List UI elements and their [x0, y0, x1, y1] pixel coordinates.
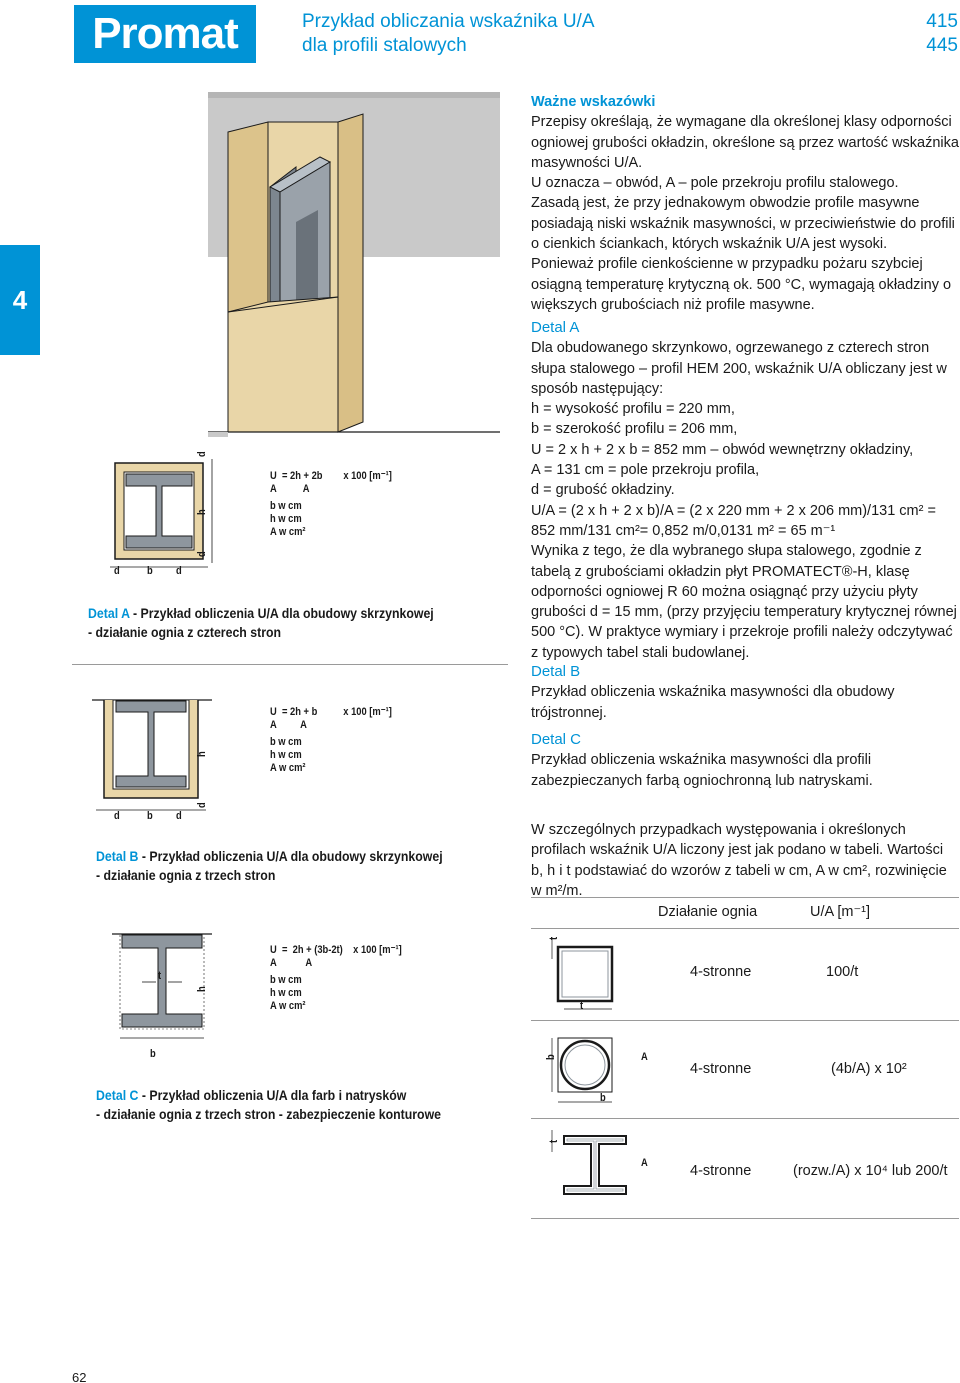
detal-b-text: Przykład obliczenia wskaźnika masywności dla obudowy trójstronnej. [531, 684, 895, 721]
caption-line-2: - działanie ognia z trzech stron [96, 867, 276, 883]
table-row-1-formula: 100/t [826, 964, 859, 980]
fig-a-dim-b: b [147, 565, 153, 577]
caption-label: Detal B [96, 848, 139, 864]
table-row-2-exposure: 4-stronne [690, 1061, 752, 1077]
special-cases-paragraph: W szczególnych przypadkach występowania i określonych profilach wskaźnik U/A liczony jest jak podano w tabeli. Wartości b, h i t podstawiać do wzorów z tabeli w cm, A w cm², rozwinięcie w m²/m. [531, 822, 947, 899]
row-2-label-b-side: b [545, 1054, 557, 1060]
divider [72, 664, 508, 665]
column-3d-illustration [208, 92, 500, 457]
fig-a-dim-d-right: d [176, 565, 182, 577]
caption-line-2: - działanie ognia z czterech stron [88, 624, 282, 640]
detal-a-line-result: 852 mm/131 cm²= 0,852 m/0,0131 m² = 65 m⁻¹ [531, 522, 836, 539]
f-den: A [270, 719, 277, 731]
figure-a-caption [88, 604, 434, 642]
detal-c-section [531, 730, 959, 791]
detal-a-line-a: A = 131 cm = pole przekroju profila, [531, 462, 760, 479]
notes-heading: Ważne wskazówki [531, 94, 656, 110]
row-1-label-t-top: t [548, 936, 560, 940]
f-u: U [270, 470, 277, 482]
f-a: A [300, 719, 307, 731]
fig-b-dim-d: d [196, 802, 208, 808]
fig-a-dim-d-bottom: d [196, 551, 208, 557]
f-eq: = [281, 944, 288, 956]
chapter-tab: 4 [0, 245, 40, 355]
f-u: U [270, 944, 277, 956]
fig-b-dim-h: h [196, 751, 208, 757]
fig-c-formula [270, 944, 415, 1013]
f-den: A [270, 957, 277, 969]
fig-b-dim-d-left: d [114, 810, 120, 822]
table-header-rule [531, 928, 959, 929]
fig-b-dim-d-right: d [176, 810, 182, 822]
f-b-unit: b w cm [270, 736, 302, 748]
detal-a-line-d: d = grubość okładziny. [531, 482, 675, 499]
page-ref-bottom: 445 [926, 35, 958, 56]
right-board [338, 114, 363, 432]
figure-a-cross-section [100, 455, 225, 580]
fig-c-dim-h: h [196, 986, 208, 992]
f-h-unit: h w cm [270, 749, 302, 761]
row-3-label-a: A [641, 1157, 648, 1169]
table-row-3-exposure: 4-stronne [690, 1163, 752, 1179]
title-line-2: dla profili stalowych [302, 35, 467, 56]
table-row-3-formula: (rozw./A) x 10⁴ lub 200/t [793, 1163, 948, 1179]
detal-b-heading: Detal B [531, 663, 581, 680]
f-num: 2h + 2b [290, 470, 323, 482]
detal-c-heading: Detal C [531, 731, 582, 748]
caption-rest: - Przykład obliczenia U/A dla obudowy skrzynkowej [129, 605, 434, 621]
row-3-label-t: t [548, 1139, 560, 1143]
f-mult: x 100 [m⁻¹] [353, 944, 402, 956]
table-row-1-exposure: 4-stronne [690, 964, 752, 980]
figure-b-caption [96, 847, 443, 885]
f-mult: x 100 [m⁻¹] [343, 706, 392, 718]
f-area-unit: A w cm² [270, 1000, 306, 1012]
notes-paragraph-1: Przepisy określają, że wymagane dla określonej klasy odporności ogniowej grubości okładzin, określone są przez wartość wskaźnika masywności U/A. [531, 114, 959, 171]
detal-a-section [531, 318, 959, 663]
notes-section [531, 92, 959, 315]
f-h-unit: h w cm [270, 987, 302, 999]
table-bottom-rule [531, 1218, 959, 1219]
table-header-ua: U/A [m⁻¹] [810, 904, 871, 920]
f-num: 2h + b [290, 706, 318, 718]
f-num: 2h + (3b-2t) [292, 944, 343, 956]
page-reference [880, 10, 958, 58]
f-a: A [302, 483, 310, 495]
row-2-label-b-bottom: b [600, 1092, 606, 1104]
notes-paragraph-4: Ponieważ profile cienkościenne w przypadku pożaru szybciej osiągną temperaturę krytyczną ok. 500 °C, wymagają okładziny o większych grubościach niż profile masywne. [531, 256, 952, 313]
table-header-exposure: Działanie ognia [658, 904, 758, 920]
f-area-unit: A w cm² [270, 762, 306, 774]
detal-c-text: Przykład obliczenia wskaźnika masywności dla profili zabezpieczanych farbą ogniochronną lub natryskami. [531, 752, 873, 789]
title-line-1: Przykład obliczania wskaźnika U/A [302, 11, 595, 32]
f-eq: = [281, 470, 288, 482]
fig-a-dim-h: h [196, 509, 208, 515]
table-top-rule [531, 897, 959, 898]
f-h-unit: h w cm [270, 513, 302, 525]
row-2-label-a: A [641, 1051, 648, 1063]
f-b-unit: b w cm [270, 500, 302, 512]
caption-rest: - Przykład obliczenia U/A dla obudowy skrzynkowej [138, 848, 443, 864]
f-b-unit: b w cm [270, 974, 302, 986]
notes-paragraph-3: Zasadą jest, że przy jednakowym obwodzie profile masywne posiadają niski wskaźnik masywności, w przeciwieństwie do profili o cienkich ściankach, których wskaźnik U/A jest wysoki. [531, 195, 955, 253]
detal-a-line-u: U = 2 x h + 2 x b = 852 mm – obwód wewnętrzny okładziny, [531, 441, 914, 458]
figure-c-cross-section [112, 930, 212, 1040]
table-row-rule-2 [531, 1118, 959, 1119]
f-den: A [270, 483, 277, 495]
figure-c-caption [96, 1086, 441, 1124]
table-row-2-icon [540, 1030, 620, 1110]
fig-a-dim-d-top: d [196, 451, 208, 457]
fig-a-dim-d-left: d [114, 565, 120, 577]
fig-c-dim-b: b [150, 1048, 156, 1060]
promat-logo: Promat [74, 5, 256, 63]
f-mult: x 100 [m⁻¹] [343, 470, 392, 482]
detal-b-section [531, 662, 959, 723]
page-number: 62 [72, 1370, 87, 1383]
caption-label: Detal A [88, 605, 130, 621]
fig-b-dim-b: b [147, 810, 153, 822]
page-ref-top: 415 [926, 11, 958, 32]
detal-a-conclusion: Wynika z tego, że dla wybranego słupa stalowego, zgodnie z tabelą z grubościami okładzin płyt PROMATECT®-H, klasę odporności ogniowej R 60 można osiągnąć przy użyciu płyty grubości d = 15 mm, (przy przyjęciu temperatury krytycznej równej 500 °C). W praktyce wymiary i przekroje profili należy odczytywać z typowych tabel stali budowlanej. [531, 543, 957, 661]
notes-paragraph-2: U oznacza – obwód, A – pole przekroju profilu stalowego. [531, 175, 899, 192]
caption-label: Detal C [96, 1087, 139, 1103]
detal-a-line-h: h = wysokość profilu = 220 mm, [531, 401, 735, 418]
f-area-unit: A w cm² [270, 526, 306, 538]
fig-a-formula [270, 470, 406, 539]
page-title [302, 10, 722, 58]
table-row-2-formula: (4b/A) x 10² [831, 1061, 907, 1077]
detal-a-line-b: b = szerokość profilu = 206 mm, [531, 421, 738, 438]
table-row-rule-1 [531, 1020, 959, 1021]
f-a: A [305, 957, 313, 969]
row-1-label-t-bottom: t [580, 1000, 584, 1012]
caption-line-2: - działanie ognia z trzech stron - zabezpieczenie konturowe [96, 1106, 442, 1122]
detal-a-intro: Dla obudowanego skrzynkowo, ogrzewanego z czterech stron słupa stalowego – profil HEM 200, wskaźnik U/A obliczany jest w sposób następujący: [531, 340, 947, 397]
fig-b-formula [270, 706, 406, 775]
caption-rest: - Przykład obliczenia U/A dla farb i natrysków [138, 1087, 407, 1103]
front-board [228, 297, 338, 432]
f-u: U [270, 706, 277, 718]
fig-c-dim-t: t [158, 970, 162, 982]
f-eq: = [281, 706, 288, 718]
detal-a-heading: Detal A [531, 319, 580, 336]
detal-a-line-ua: U/A = (2 x h + 2 x b)/A = (2 x 220 mm + 2 x 206 mm)/131 cm² = [531, 502, 936, 519]
special-cases-text [531, 820, 959, 901]
